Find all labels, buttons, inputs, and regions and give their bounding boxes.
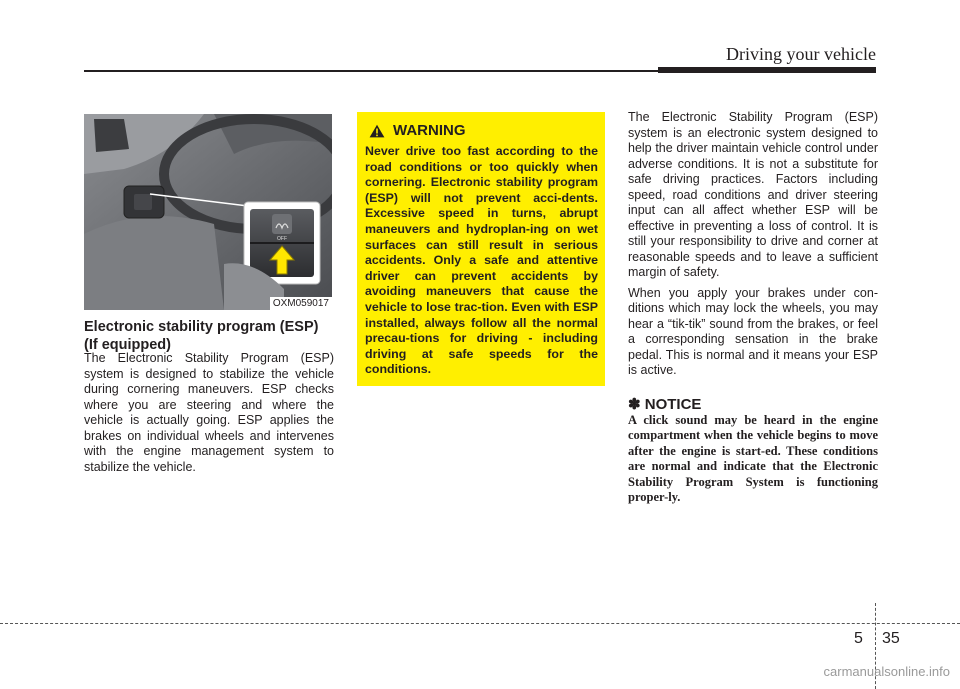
figure-caption: OXM059017	[270, 297, 332, 310]
warning-triangle-icon	[369, 124, 385, 138]
esp-description-paragraph: The Electronic Stability Program (ESP) system is an electronic system designed to help the driver maintain vehicle control under adverse conditions. It is not a substitute for safe driving practices. Factors including speed, road conditions and driver steering input can all affect whether ESP will be effective in preventing a loss of control. It is still your responsibility to drive and corner at reasonable speeds and to leave a sufficient margin of safety.	[628, 110, 878, 279]
warning-box	[357, 112, 605, 386]
esp-intro-paragraph: The Electronic Stability Program (ESP) system is designed to stabilize the vehicle during cornering maneuvers. ESP checks where you are steering and where the vehicle is actually going. ESP applies the brakes on individual wheels and intervenes with the engine management system to stabilize the vehicle.	[84, 351, 334, 474]
esp-switch-photo	[84, 114, 332, 310]
right-column	[628, 110, 878, 511]
watermark: carmanualsonline.info	[823, 664, 950, 679]
page-number: 35	[882, 630, 900, 647]
header-rule-accent	[658, 67, 876, 73]
notice-title: ✽ NOTICE	[628, 395, 702, 413]
notice-text: A click sound may be heard in the engine compartment when the vehicle begins to move after the engine is start-ed. These conditions are normal and indicate that the Electronic Stability Program System is functioning proper-ly.	[628, 412, 878, 504]
warning-header	[369, 122, 598, 139]
warning-title: WARNING	[393, 122, 466, 139]
esp-off-label: OFF	[277, 236, 287, 242]
footer-divider	[0, 623, 960, 624]
esp-brake-paragraph: When you apply your brakes under con-ditions which may lock the wheels, you may hear a “tik-tik” sound from the brakes, or feel a corresponding sensation in the brake pedal. This is normal and it means your ESP is active.	[628, 285, 878, 377]
warning-text: Never drive too fast according to the road conditions or too quickly when cornering. Electronic stability program (ESP) will not prevent acci-dents. Excessive speed in turns, abrupt maneuvers and hydroplan-ing on wet surfaces can still result in serious accidents. Only a safe and attentive driver can prevent accidents by avoiding maneuvers that cause the vehicle to lose trac-tion. Even with ESP installed, always follow all the normal precau-tions for driving - including driving at safe speeds for the conditions.	[365, 144, 598, 377]
esp-heading-line2: (If equipped)	[84, 337, 171, 353]
esp-heading	[84, 318, 334, 354]
esp-heading-line1: Electronic stability program (ESP)	[84, 319, 319, 335]
header-rule	[84, 70, 658, 72]
section-title: Driving your vehicle	[726, 44, 876, 64]
chapter-number: 5	[854, 630, 863, 647]
